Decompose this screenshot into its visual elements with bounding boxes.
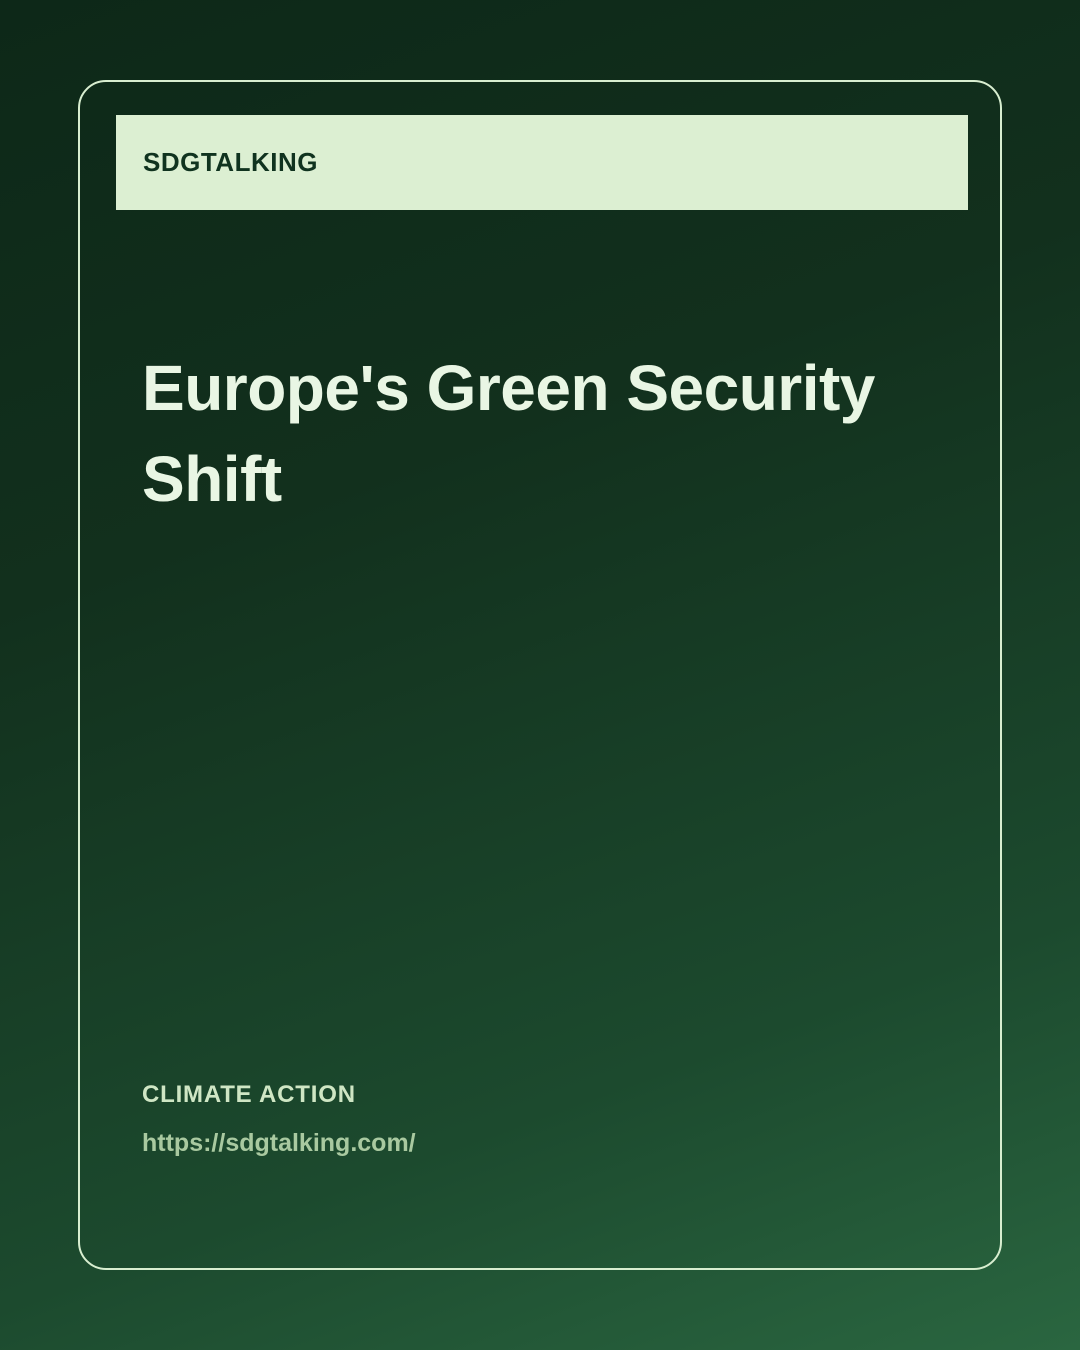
- site-url[interactable]: https://sdgtalking.com/: [142, 1129, 416, 1157]
- page-title: Europe's Green Security Shift: [142, 351, 875, 515]
- poster-card: [78, 80, 1002, 1270]
- brand-bar: [116, 115, 968, 210]
- category-label: CLIMATE ACTION: [142, 1081, 356, 1108]
- brand-name: SDGTALKING: [143, 147, 318, 177]
- footer: [142, 1081, 922, 1158]
